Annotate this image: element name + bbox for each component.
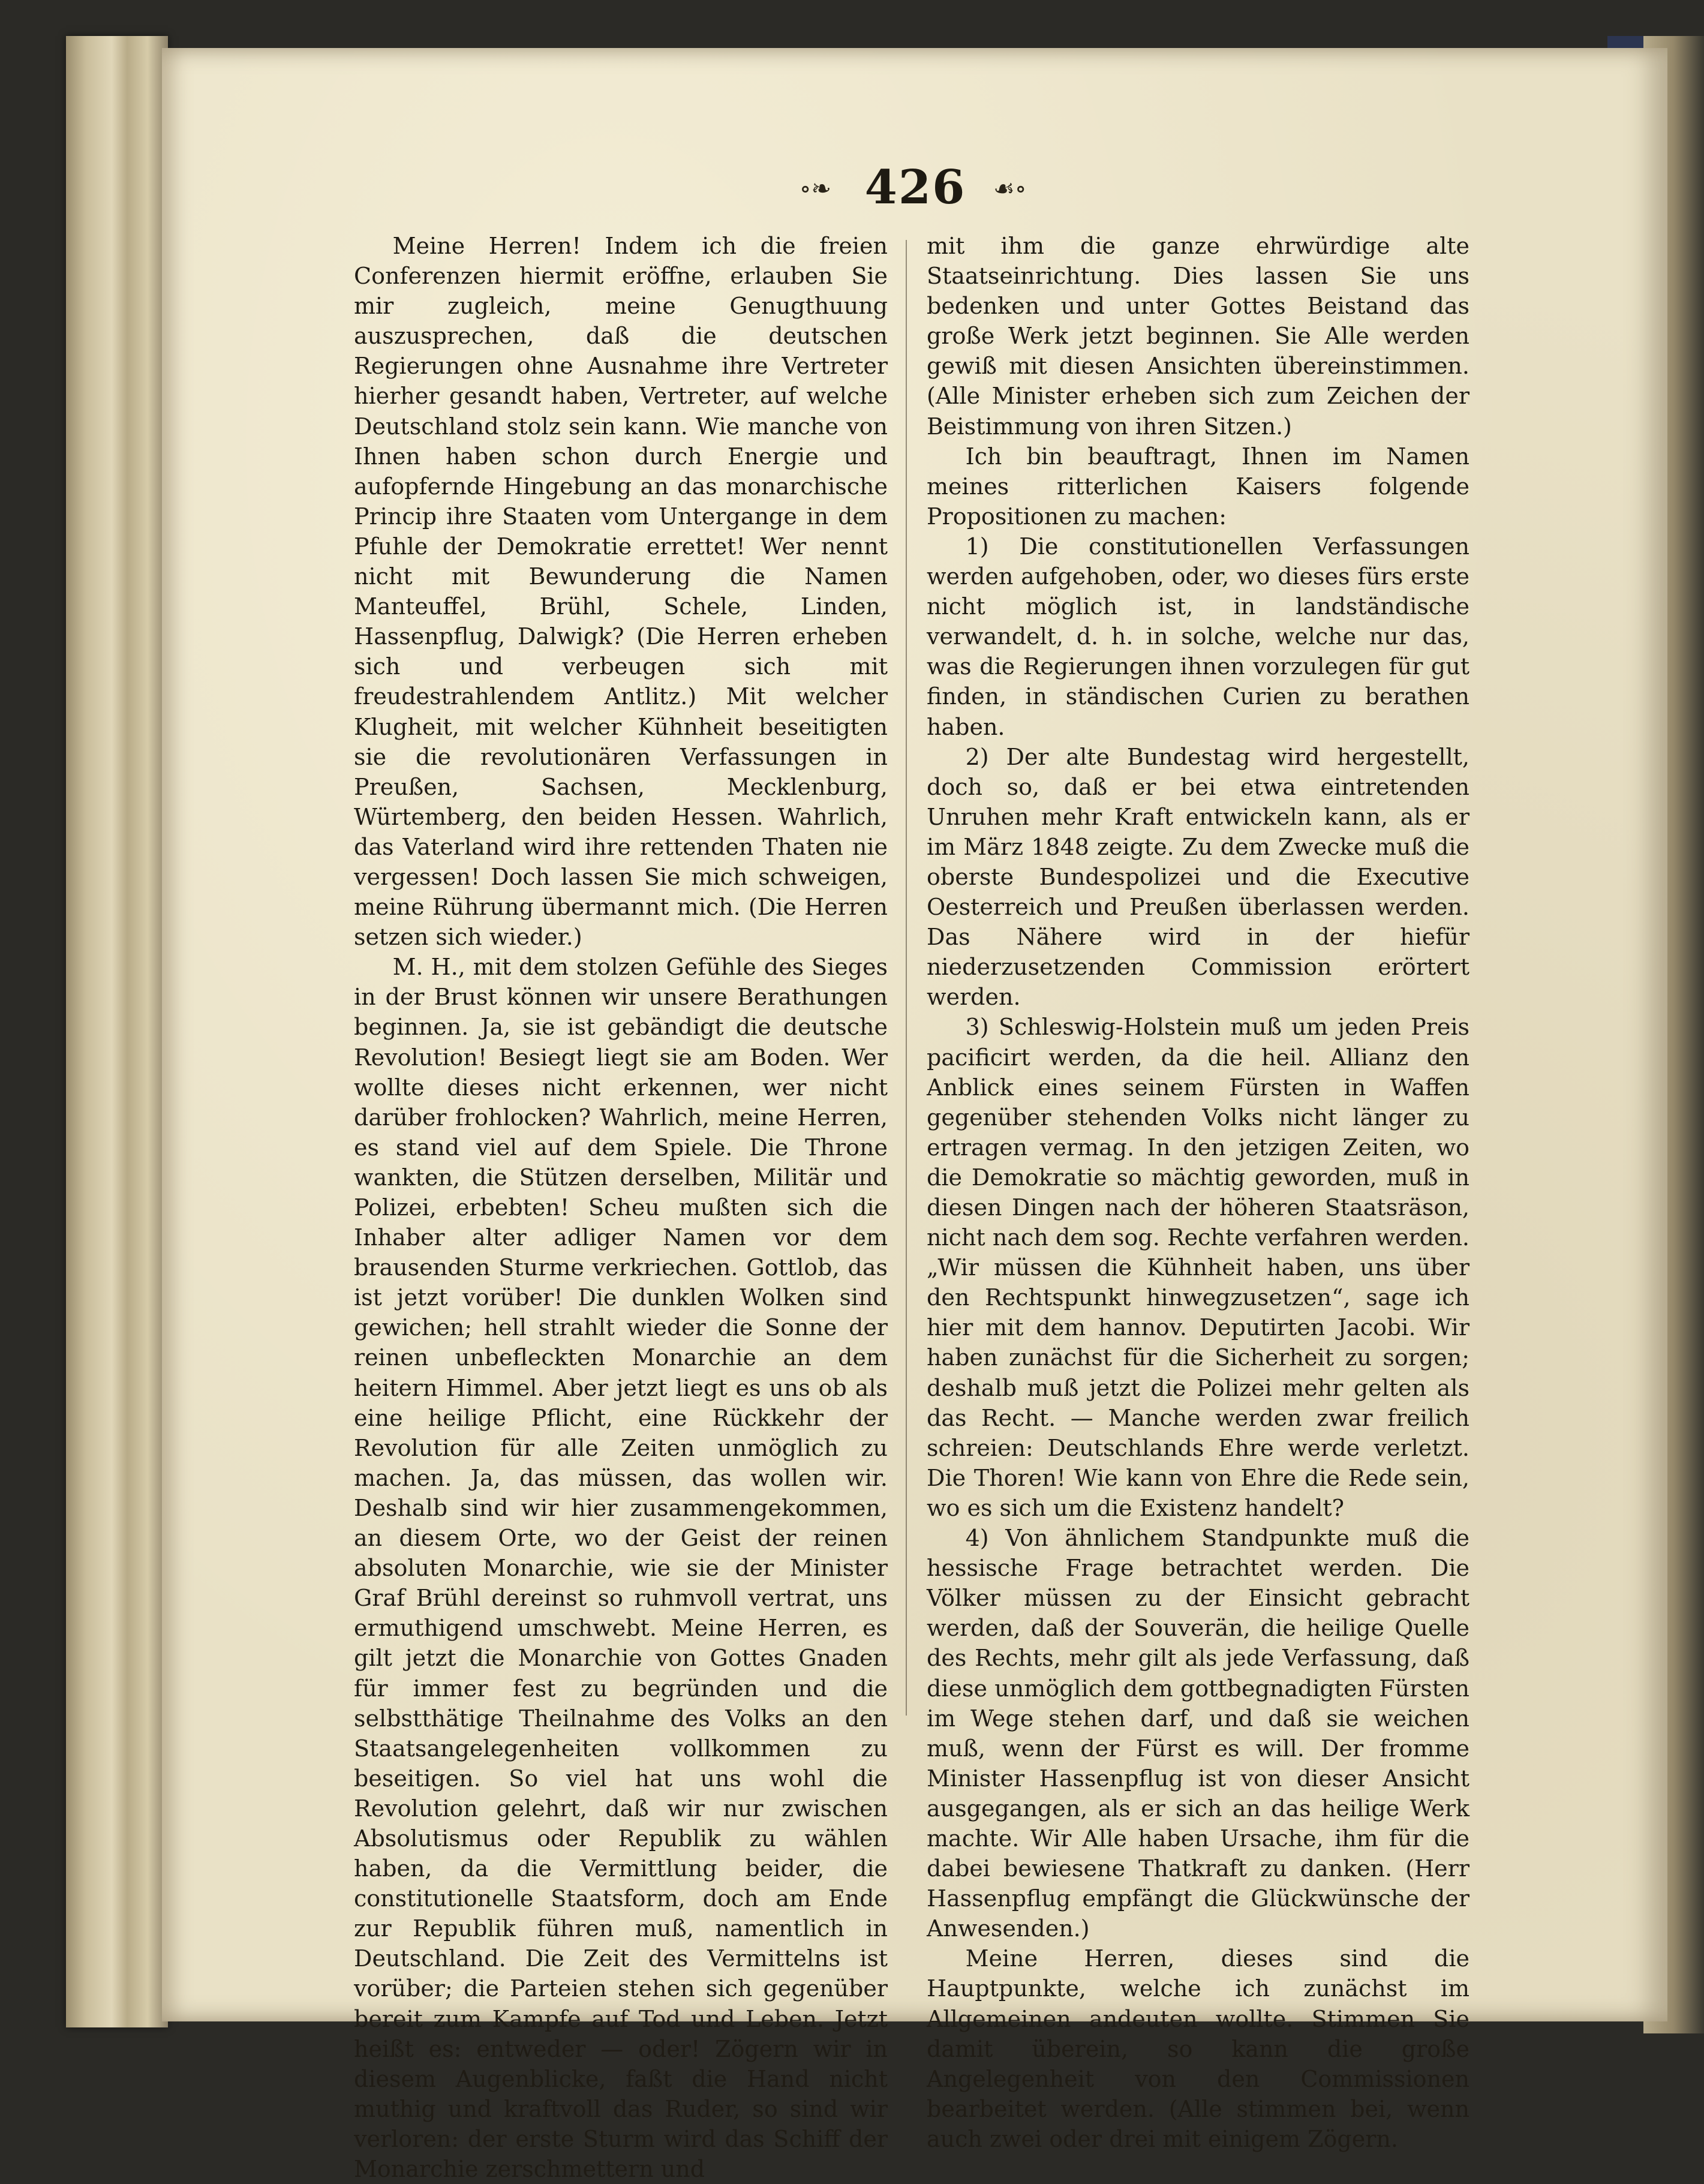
page-header [765, 161, 1065, 215]
paragraph: 2) Der alte Bundestag wird hergestellt, doch so, daß er bei etwa eintretenden Unruhen mehr Kraft entwickeln kann, als er im März 1848 zeigte. Zu dem Zwecke muß die oberste Bundespolizei und die Executive Oesterreich und Preußen überlassen werden. Das Nähere wird in der hiefür niederzusetzenden Commission erörtert werden. [927, 743, 1469, 1011]
paragraph: 1) Die constitutionellen Verfassungen werden aufgehoben, oder, wo dieses fürs erste nicht möglich ist, in landständische verwandelt, d. h. in solche, welche nur das, was die Regierungen ihnen vorzulegen für gut finden, in ständischen Curien zu berathen haben. [927, 533, 1469, 740]
ornament-right-icon: ☙∘ [993, 175, 1027, 203]
paragraph: 4) Von ähnlichem Standpunkte muß die hessische Frage betrachtet werden. Die Völker müssen zu der Einsicht gebracht werden, daß der Souverän, die heilige Quelle des Rechts, mehr gilt als jede Verfassung, daß diese unmöglich dem gottbegnadigten Fürsten im Wege stehen darf, und daß sie weichen muß, wenn der Fürst es will. Der fromme Minister Hassenpflug ist von dieser Ansicht ausgegangen, als er sich an das heilige Werk machte. Wir Alle haben Ursache, ihm für die dabei bewiesene Thatkraft zu danken. (Herr Hassenpflug empfängt die Glückwünsche der Anwesenden.) [927, 1525, 1469, 1942]
right-column [927, 231, 1469, 2152]
ornament-left-icon: ∘❧ [799, 175, 831, 203]
book-page-edges-left [66, 36, 168, 2027]
paragraph: Meine Herren! Indem ich die freien Conferenzen hiermit eröffne, erlauben Sie mir zugleich, meine Genugthuung auszusprechen, daß die deutschen Regierungen ohne Ausnahme ihre Vertreter hierher gesandt haben, Vertreter, auf welche Deutschland stolz sein kann. Wie manche von Ihnen haben schon durch Energie und aufopfernde Hingebung an das monarchische Princip ihre Staaten vom Untergange in dem Pfuhle der Demokratie errettet! Wer nennt nicht mit Bewunderung die Namen Manteuffel, Brühl, Schele, Linden, Hassenpflug, Dalwigk? (Die Herren erheben sich und verbeugen sich mit freudestrahlendem Antlitz.) Mit welcher Klugheit, mit welcher Kühnheit beseitigten sie die revolutionären Verfassungen in Preußen, Sachsen, Mecklenburg, Würtemberg, den beiden Hessen. Wahrlich, das Vaterland wird ihre rettenden Thaten nie vergessen! Doch lassen Sie mich schweigen, meine Rührung übermannt mich. (Die Herren setzen sich wieder.) [354, 233, 888, 951]
page-number: 426 [864, 160, 966, 215]
paragraph: M. H., mit dem stolzen Gefühle des Sieges in der Brust können wir unsere Berathungen beginnen. Ja, sie ist gebändigt die deutsche Revolution! Besiegt liegt sie am Boden. Wer wollte dieses nicht erkennen, wer nicht darüber frohlocken? Wahrlich, meine Herren, es stand viel auf dem Spiele. Die Throne wankten, die Stützen derselben, Militär und Polizei, erbebten! Scheu mußten sich die Inhaber alter adliger Namen vor dem brausenden Sturme verkriechen. Gottlob, das ist jetzt vorüber! Die dunklen Wolken sind gewichen; hell strahlt wieder die Sonne der reinen unbefleckten Monarchie an dem heitern Himmel. Aber jetzt liegt es uns ob als eine heilige Pflicht, eine Rückkehr der Revolution für alle Zeiten unmöglich zu machen. Ja, das müssen, das wollen wir. Deshalb sind wir hier zusammengekommen, an diesem Orte, wo der Geist der reinen absoluten Monarchie, wie sie der Minister Graf Brühl dereinst so ruhmvoll vertrat, uns ermuthigend umschwebt. Meine Herren, es gilt jetzt die Monarchie von Gottes Gnaden für immer fest zu begründen und die selbstthätige Theilnahme des Volks an den Staatsangelegenheiten vollkommen zu beseitigen. So viel hat uns wohl die Revolution gelehrt, daß wir nur zwischen Absolutismus oder Republik zu wählen haben, da die Vermittlung beider, die constitutionelle Staatsform, doch am Ende zur Republik führen muß, namentlich in Deutschland. Die Zeit des Vermittelns ist vorüber; die Parteien stehen sich gegenüber bereit zum Kampfe auf Tod und Leben. Jetzt heißt es: entweder — oder! Zögern wir in diesem Augenblicke, faßt die Hand nicht muthig und kraftvoll das Ruder, so sind wir verloren: der erste Sturm wird das Schiff der Monarchie zerschmettern und [354, 954, 888, 2182]
column-divider [906, 240, 907, 1716]
paragraph: Meine Herren, dieses sind die Hauptpunkte, welche ich zunächst im Allgemeinen andeuten wollte. Stimmen Sie damit überein, so kann die große Angelegenheit von den Commissionen bearbeitet werden. (Alle stimmen bei, wenn auch zwei oder drei mit einigem Zögern. [927, 1945, 1469, 2152]
paragraph: 3) Schleswig-Holstein muß um jeden Preis pacificirt werden, da die heil. Allianz den Anblick eines seinem Fürsten in Waffen gegenüber stehenden Volks nicht länger zu ertragen vermag. In den jetzigen Zeiten, wo die Demokratie so mächtig geworden, muß in diesen Dingen nach der höheren Staatsräson, nicht nach dem sog. Rechte verfahren werden. „Wir müssen die Kühnheit haben, uns über den Rechtspunkt hinwegzusetzen“, sage ich hier mit dem hannov. Deputirten Jacobi. Wir haben zunächst für die Sicherheit zu sorgen; deshalb muß jetzt die Polizei mehr gelten als das Recht. — Manche werden zwar freilich schreien: Deutschlands Ehre werde verletzt. Die Thoren! Wie kann von Ehre die Rede sein, wo es sich um die Existenz handelt? [927, 1014, 1469, 1521]
paragraph: mit ihm die ganze ehrwürdige alte Staatseinrichtung. Dies lassen Sie uns bedenken und unter Gottes Beistand das große Werk jetzt beginnen. Sie Alle werden gewiß mit diesen Ansichten übereinstimmen. (Alle Minister erheben sich zum Zeichen der Beistimmung von ihren Sitzen.) [927, 233, 1469, 440]
left-column [354, 231, 888, 2182]
paragraph: Ich bin beauftragt, Ihnen im Namen meines ritterlichen Kaisers folgende Propositionen zu machen: [927, 443, 1469, 530]
